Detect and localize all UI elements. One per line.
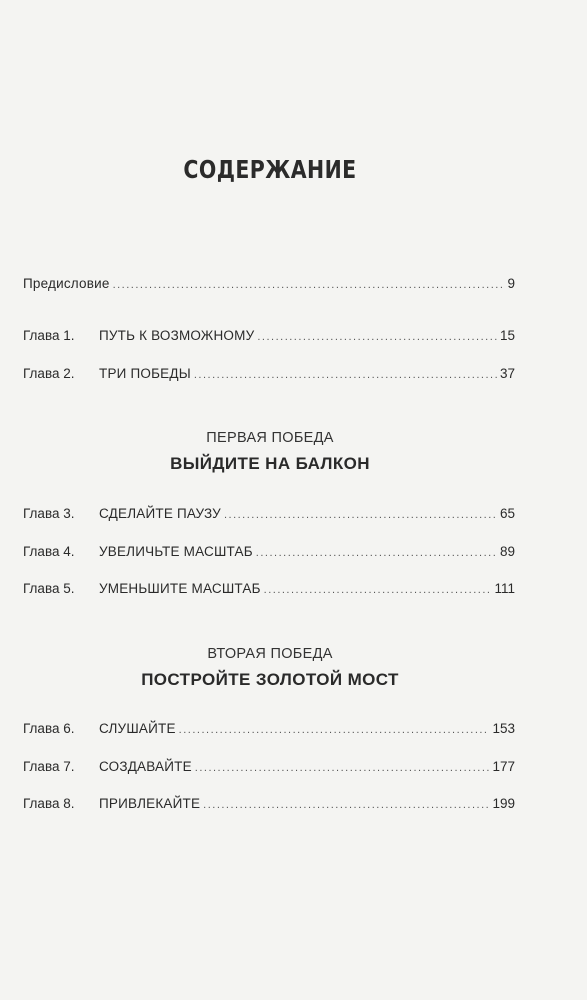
toc-page-number: 89 xyxy=(499,544,515,559)
toc-leader-dots xyxy=(113,276,505,294)
toc-chapter-label: Глава 5. xyxy=(23,581,75,596)
toc-page-number: 177 xyxy=(492,759,515,774)
toc-title: СОЗДАВАЙТЕ xyxy=(99,759,192,774)
toc-title: УМЕНЬШИТЕ МАСШТАБ xyxy=(99,581,261,596)
toc-row-chapter-3[interactable] xyxy=(23,505,515,524)
toc-chapter-label: Глава 1. xyxy=(23,328,75,343)
toc-leader-dots xyxy=(264,581,492,599)
part-title-second: ПОСТРОЙТЕ ЗОЛОТОЙ МОСТ xyxy=(141,670,399,689)
toc-title: УВЕЛИЧЬТЕ МАСШТАБ xyxy=(99,544,253,559)
toc-title: ПРИВЛЕКАЙТЕ xyxy=(99,796,201,811)
toc-title: ПУТЬ К ВОЗМОЖНОМУ xyxy=(99,328,255,343)
part-kicker-second: ВТОРАЯ ПОБЕДА xyxy=(207,646,333,662)
toc-chapter-label: Глава 6. xyxy=(23,721,75,736)
toc-title: СЛУШАЙТЕ xyxy=(99,721,176,736)
toc-leader-dots xyxy=(179,721,490,739)
toc-title: Предисловие xyxy=(23,276,110,291)
toc-row-chapter-6[interactable] xyxy=(23,720,515,739)
toc-leader-dots xyxy=(257,328,497,346)
toc-row-chapter-8[interactable] xyxy=(23,795,515,814)
toc-chapter-label: Глава 3. xyxy=(23,506,75,521)
toc-leader-dots xyxy=(224,506,497,524)
toc-page-number: 65 xyxy=(499,506,515,521)
toc-title: СДЕЛАЙТЕ ПАУЗУ xyxy=(99,506,221,521)
toc-chapter-label: Глава 4. xyxy=(23,544,75,559)
toc-row-chapter-1[interactable] xyxy=(23,327,515,346)
toc-title: ТРИ ПОБЕДЫ xyxy=(99,366,191,381)
toc-row-chapter-5[interactable] xyxy=(23,580,515,599)
toc-page-number: 9 xyxy=(507,276,515,291)
part-title-first: ВЫЙДИТЕ НА БАЛКОН xyxy=(170,454,370,473)
toc-leader-dots xyxy=(203,796,489,814)
toc-chapter-label: Глава 7. xyxy=(23,759,75,774)
toc-page-number: 37 xyxy=(499,366,515,381)
toc-row-preface[interactable] xyxy=(23,275,515,294)
part-kicker-first: ПЕРВАЯ ПОБЕДА xyxy=(206,430,334,446)
toc-page-number: 153 xyxy=(492,721,515,736)
toc-page-number: 15 xyxy=(499,328,515,343)
toc-leader-dots xyxy=(256,544,497,562)
toc-chapter-label: Глава 2. xyxy=(23,366,75,381)
toc-leader-dots xyxy=(194,366,497,384)
toc-page-number: 199 xyxy=(492,796,515,811)
toc-row-chapter-4[interactable] xyxy=(23,543,515,562)
toc-row-chapter-2[interactable] xyxy=(23,365,515,384)
toc-page-number: 111 xyxy=(494,581,515,596)
toc-chapter-label: Глава 8. xyxy=(23,796,75,811)
toc-row-chapter-7[interactable] xyxy=(23,758,515,777)
page-title: СОДЕРЖАНИЕ xyxy=(183,155,357,184)
toc-leader-dots xyxy=(195,759,490,777)
